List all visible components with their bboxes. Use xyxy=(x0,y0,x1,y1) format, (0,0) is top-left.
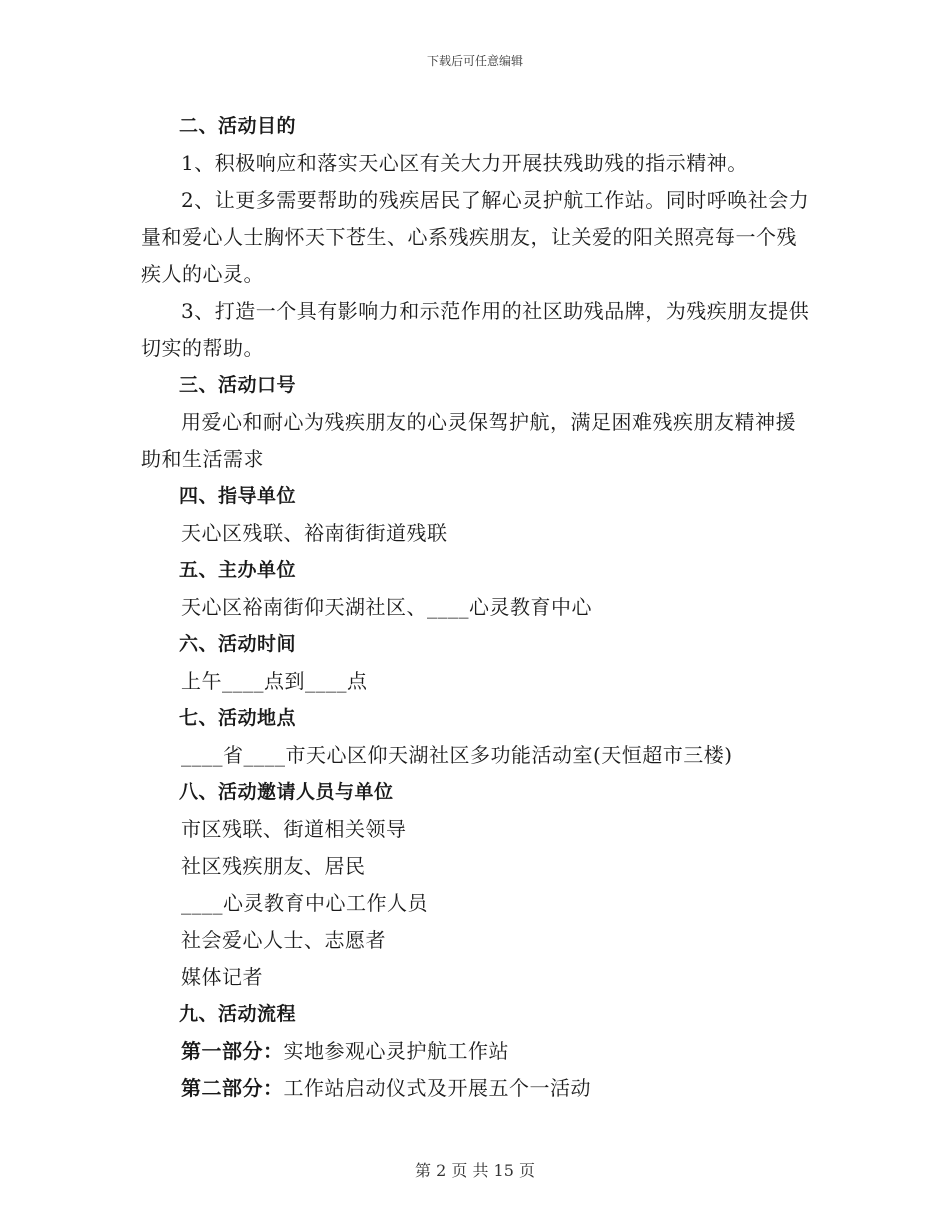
invitee-item: 市区残联、街道相关领导 xyxy=(181,817,407,841)
document-body xyxy=(141,108,811,1107)
process-part-1 xyxy=(141,1033,811,1070)
process-part-1-text: 实地参观心灵护航工作站 xyxy=(283,1039,509,1063)
invitee-item: 社会爱心人士、志愿者 xyxy=(181,928,386,952)
invitee-item: 社区残疾朋友、居民 xyxy=(181,854,366,878)
section-heading-time: 六、活动时间 xyxy=(179,633,297,655)
slogan-text: 用爱心和耐心为残疾朋友的心灵保驾护航，满足困难残疾朋友精神援助和生活需求 xyxy=(141,410,796,471)
time-text: 上午____点到____点 xyxy=(181,669,368,693)
process-part-2-label: 第二部分： xyxy=(181,1076,284,1100)
purpose-item-2: 2、让更多需要帮助的残疾居民了解心灵护航工作站。同时呼唤社会力量和爱心人士胸怀天下苍生、心系残疾朋友，让关爱的阳关照亮每一个残疾人的心灵。 xyxy=(141,188,810,286)
process-part-2-text: 工作站启动仪式及开展五个一活动 xyxy=(283,1076,591,1100)
process-part-1-label: 第一部分： xyxy=(181,1039,284,1063)
invitee-item: 媒体记者 xyxy=(181,965,263,989)
section-heading-purpose: 二、活动目的 xyxy=(179,115,297,137)
organizer-text: 天心区裕南街仰天湖社区、____心灵教育中心 xyxy=(181,595,592,619)
section-heading-process: 九、活动流程 xyxy=(179,1003,297,1025)
section-heading-location: 七、活动地点 xyxy=(179,707,297,729)
section-heading-slogan: 三、活动口号 xyxy=(179,374,297,396)
location-text: ____省____市天心区仰天湖社区多功能活动室(天恒超市三楼) xyxy=(181,743,733,767)
guidance-text: 天心区残联、裕南街街道残联 xyxy=(181,521,448,545)
section-heading-invitees: 八、活动邀请人员与单位 xyxy=(179,781,394,803)
section-heading-guidance: 四、指导单位 xyxy=(179,485,297,507)
invitee-item: ____心灵教育中心工作人员 xyxy=(181,891,428,915)
purpose-item-3: 3、打造一个具有影响力和示范作用的社区助残品牌，为残疾朋友提供切实的帮助。 xyxy=(141,299,810,360)
section-heading-organizer: 五、主办单位 xyxy=(179,559,297,581)
page-header: 下载后可任意编辑 xyxy=(426,54,523,68)
page-footer: 第 2 页 共 15 页 xyxy=(415,1161,535,1180)
purpose-item-1: 1、积极响应和落实天心区有关大力开展扶残助残的指示精神。 xyxy=(181,151,748,175)
process-part-2 xyxy=(141,1070,811,1107)
